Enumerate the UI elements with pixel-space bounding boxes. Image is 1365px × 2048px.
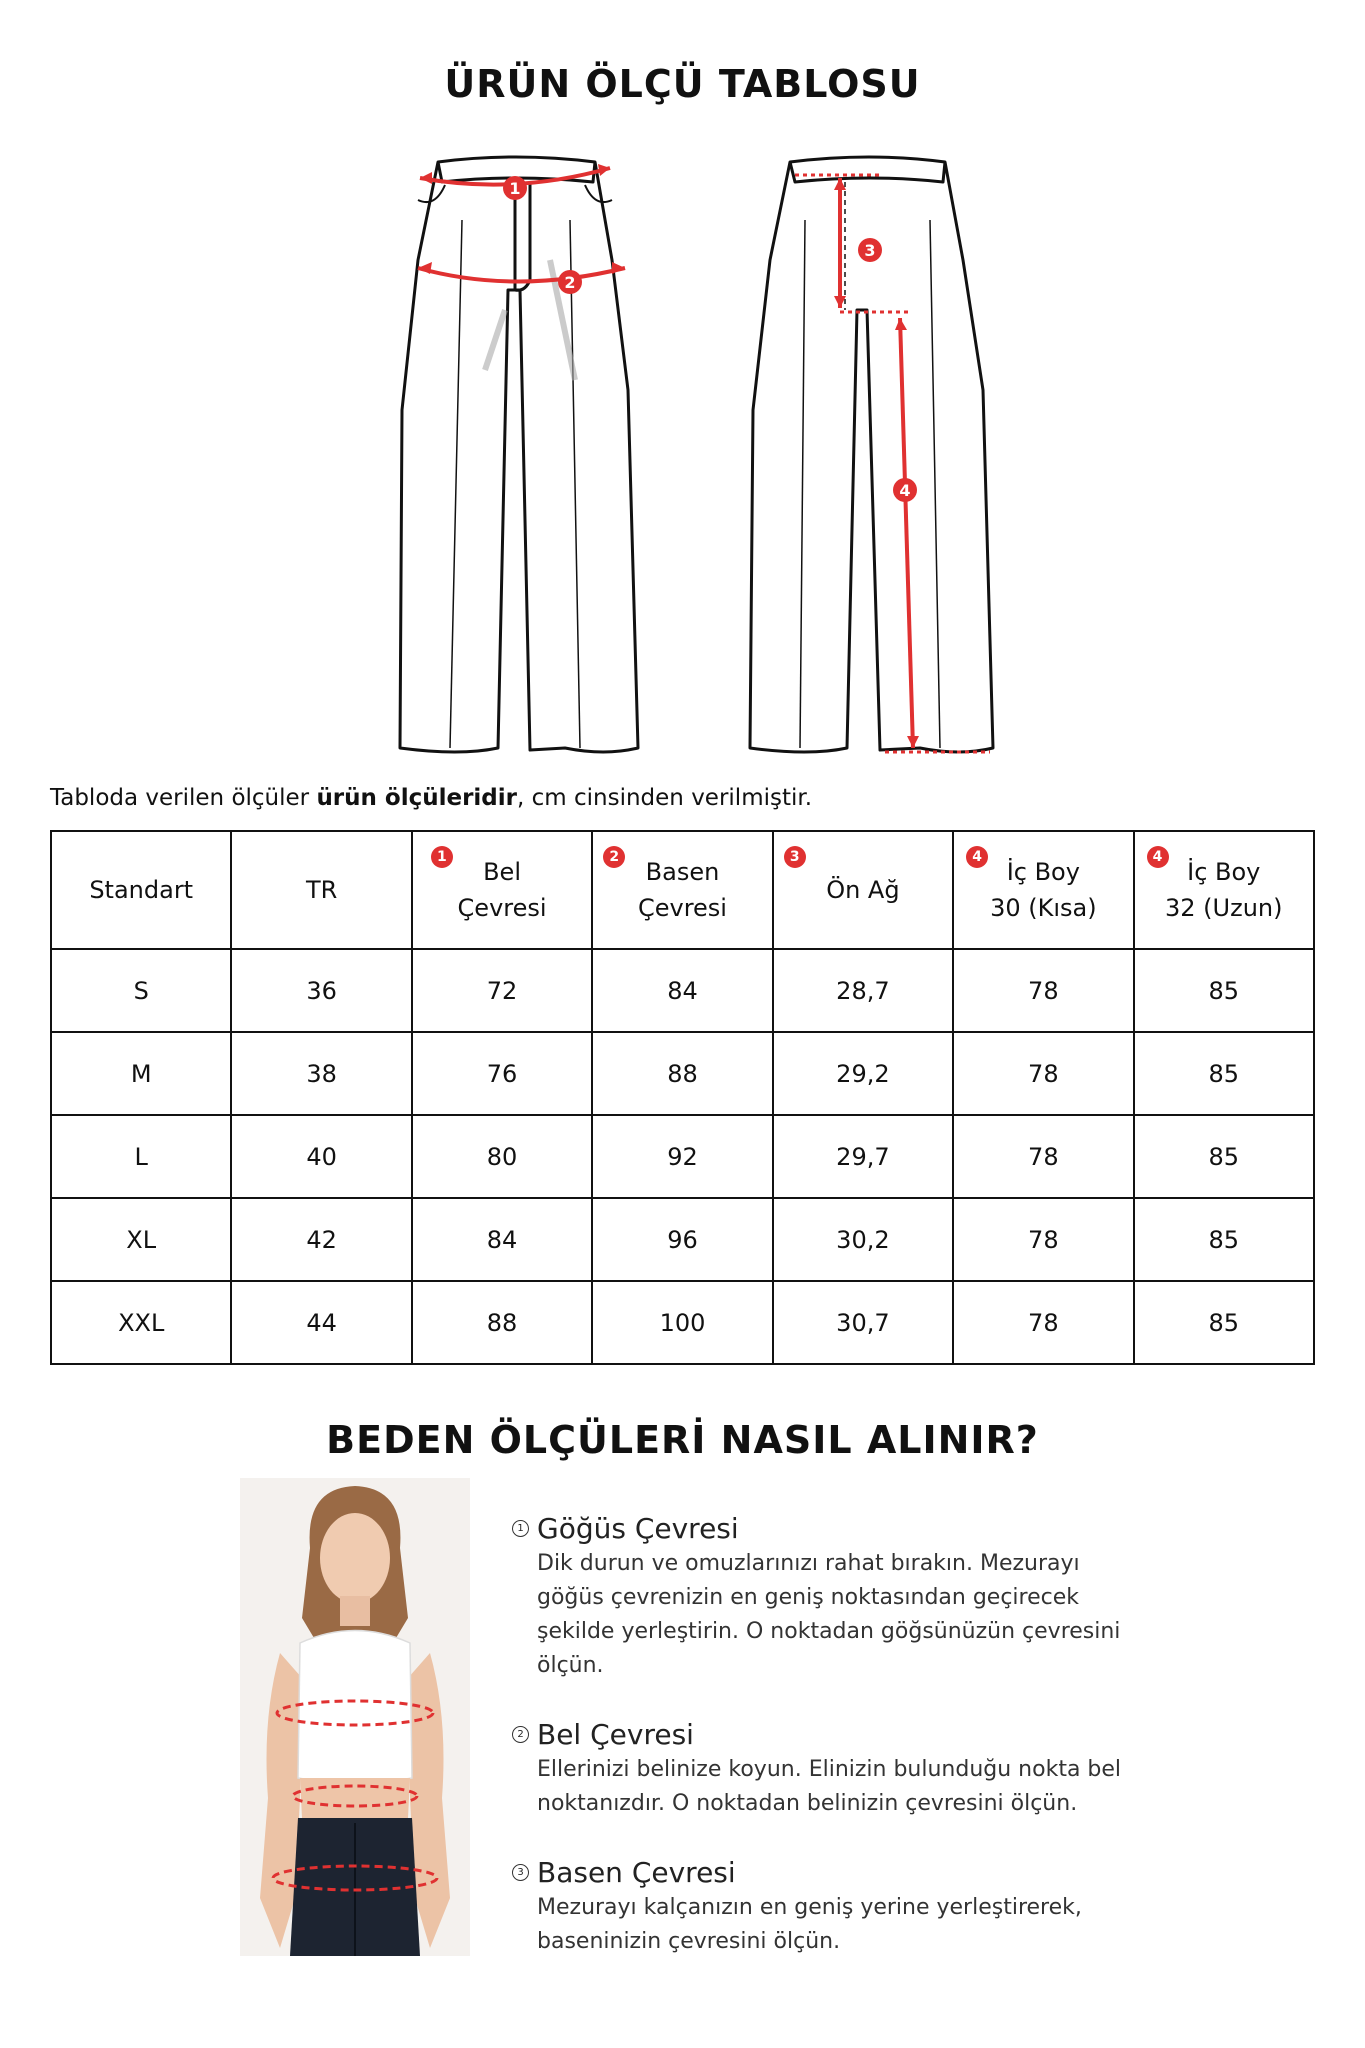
table-row	[51, 1115, 1314, 1198]
cell: 85	[1134, 1115, 1314, 1198]
cell: 30,7	[773, 1281, 953, 1364]
cell: 84	[592, 949, 772, 1032]
marker-1-label: 1	[509, 179, 521, 198]
badge-2: 2	[603, 846, 625, 868]
guide-description: Ellerinizi belinize koyun. Elinizin bulunduğu nokta bel noktanızdır. O noktadan belinizin çevresini ölçün.	[537, 1757, 1122, 1816]
guide-number: 3	[512, 1864, 529, 1881]
model-figure	[240, 1478, 470, 1956]
guide-title: Göğüs Çevresi	[537, 1512, 739, 1545]
header-bel-cevresi: 1 Bel Çevresi	[412, 831, 592, 949]
cell: 29,7	[773, 1115, 953, 1198]
cell: L	[51, 1115, 231, 1198]
header-basen-cevresi: 2 Basen Çevresi	[592, 831, 772, 949]
header-ic-boy-32: 4 İç Boy 32 (Uzun)	[1134, 831, 1314, 949]
note-prefix: Tabloda verilen ölçüler	[50, 785, 317, 811]
cell: 88	[412, 1281, 592, 1364]
header-standart: Standart	[51, 831, 231, 949]
cell: 78	[953, 1032, 1133, 1115]
badge-4: 4	[966, 846, 988, 868]
cell: 40	[231, 1115, 411, 1198]
badge-1: 1	[431, 846, 453, 868]
cell: 78	[953, 1115, 1133, 1198]
cell: 42	[231, 1198, 411, 1281]
header-on-ag: 3 Ön Ağ	[773, 831, 953, 949]
cell: 78	[953, 949, 1133, 1032]
note-bold: ürün ölçüleridir	[316, 785, 518, 811]
cell: 85	[1134, 1032, 1314, 1115]
cell: 78	[953, 1198, 1133, 1281]
how-to-title: BEDEN ÖLÇÜLERİ NASIL ALINIR?	[326, 1418, 1039, 1462]
cell: 100	[592, 1281, 772, 1364]
table-row	[51, 949, 1314, 1032]
guide-number: 1	[512, 1520, 529, 1537]
cell: 30,2	[773, 1198, 953, 1281]
cell: 80	[412, 1115, 592, 1198]
cell: 28,7	[773, 949, 953, 1032]
cell: 44	[231, 1281, 411, 1364]
guide-title: Bel Çevresi	[537, 1718, 694, 1751]
size-table	[50, 830, 1315, 1365]
cell: XL	[51, 1198, 231, 1281]
cell: 96	[592, 1198, 772, 1281]
cell: 36	[231, 949, 411, 1032]
note-suffix: , cm cinsinden verilmiştir.	[517, 785, 813, 811]
guide-chest	[512, 1512, 1152, 1683]
pants-front-drawing	[390, 150, 640, 760]
marker-2-label: 2	[564, 273, 576, 292]
badge-3: 3	[784, 846, 806, 868]
cell: 38	[231, 1032, 411, 1115]
guide-waist	[512, 1718, 1152, 1821]
cell: 85	[1134, 949, 1314, 1032]
table-row	[51, 1198, 1314, 1281]
table-row	[51, 1281, 1314, 1364]
table-note	[50, 785, 812, 811]
cell: 88	[592, 1032, 772, 1115]
badge-4b: 4	[1147, 846, 1169, 868]
page-title: ÜRÜN ÖLÇÜ TABLOSU	[444, 62, 921, 106]
cell: 84	[412, 1198, 592, 1281]
guide-number: 2	[512, 1726, 529, 1743]
cell: M	[51, 1032, 231, 1115]
guide-description: Mezurayı kalçanızın en geniş yerine yerleştirerek, baseninizin çevresini ölçün.	[537, 1895, 1082, 1954]
cell: 85	[1134, 1281, 1314, 1364]
cell: 85	[1134, 1198, 1314, 1281]
guide-hip	[512, 1856, 1152, 1959]
cell: 72	[412, 949, 592, 1032]
marker-4-label: 4	[899, 481, 911, 500]
guide-description: Dik durun ve omuzlarınızı rahat bırakın. Mezurayı göğüs çevrenizin en geniş noktasından geçirecek şekilde yerleştirin. O noktadan göğsünüzün çevresini ölçün.	[537, 1551, 1121, 1678]
cell: 76	[412, 1032, 592, 1115]
header-ic-boy-30: 4 İç Boy 30 (Kısa)	[953, 831, 1133, 949]
marker-3-label: 3	[864, 241, 876, 260]
table-header-row	[51, 831, 1314, 949]
cell: 92	[592, 1115, 772, 1198]
cell: S	[51, 949, 231, 1032]
header-tr: TR	[231, 831, 411, 949]
cell: XXL	[51, 1281, 231, 1364]
table-row	[51, 1032, 1314, 1115]
guide-title: Basen Çevresi	[537, 1856, 736, 1889]
cell: 29,2	[773, 1032, 953, 1115]
pants-back-drawing	[745, 150, 995, 760]
cell: 78	[953, 1281, 1133, 1364]
